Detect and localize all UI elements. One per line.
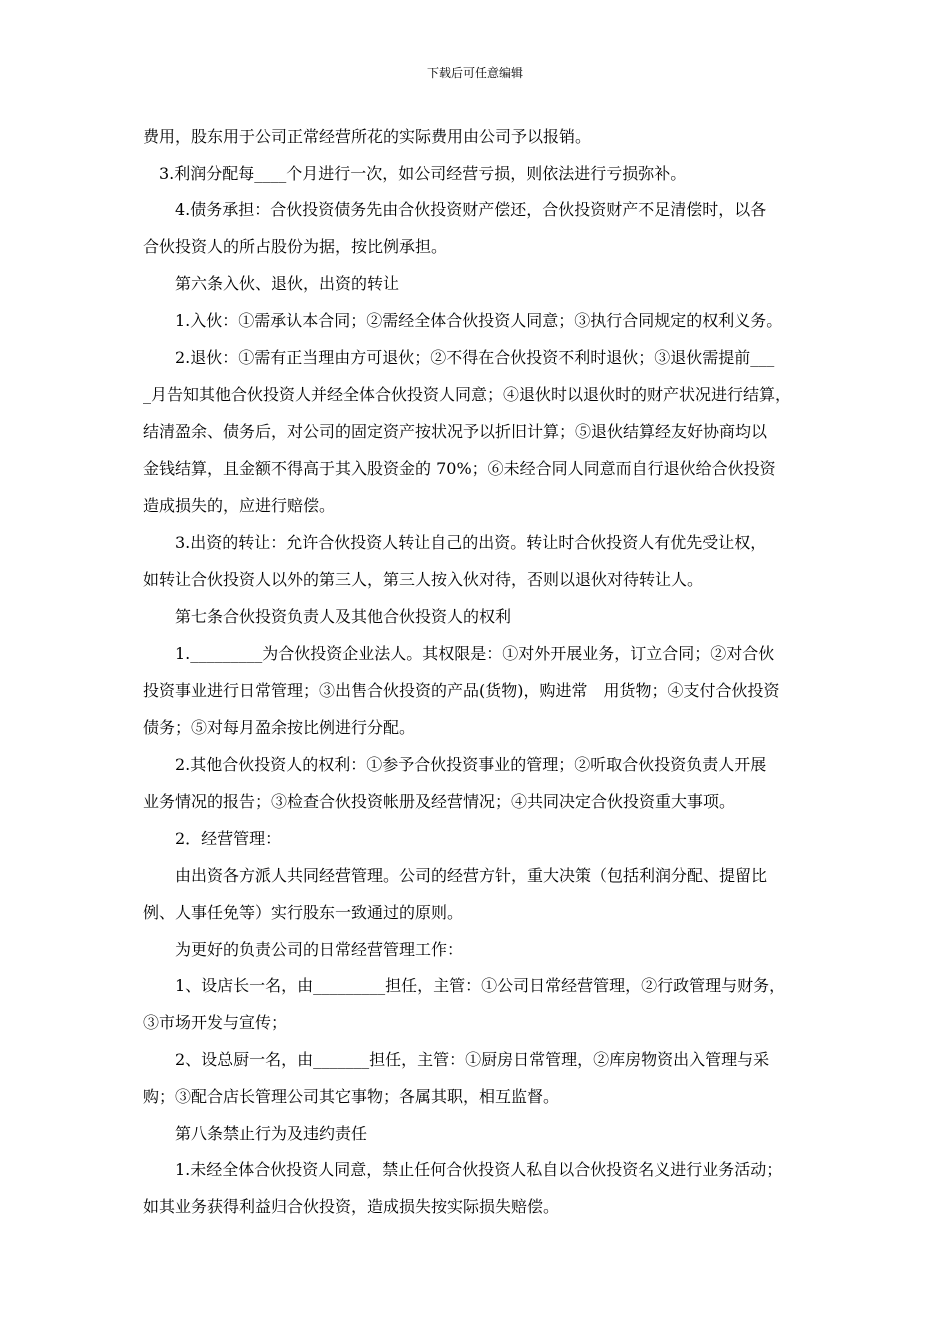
text-line: 3.出资的转让：允许合伙投资人转让自己的出资。转让时合伙投资人有优先受让权， [143, 533, 767, 552]
text-line: 业务情况的报告；③检查合伙投资帐册及经营情况；④共同决定合伙投资重大事项。 [143, 792, 736, 811]
text-line: 投资事业进行日常管理；③出售合伙投资的产品(货物)，购进常 用货物；④支付合伙投资 [143, 681, 780, 700]
text-line: 2.其他合伙投资人的权利：①参予合伙投资事业的管理；②听取合伙投资负责人开展 [143, 755, 767, 774]
page-header: 下载后可任意编辑 [426, 66, 523, 80]
text-line: 1、设店长一名，由_________担任，主管：①公司日常经营管理，②行政管理与财务， [143, 976, 786, 995]
text-line: 金钱结算，且金额不得高于其入股资金的 70%；⑥未经合同人同意而自行退伙给合伙投资 [143, 459, 776, 478]
text-line: 1._________为合伙投资企业法人。其权限是：①对外开展业务，订立合同；②对合伙 [143, 644, 775, 663]
text-line: 造成损失的，应进行赔偿。 [143, 496, 336, 515]
text-line: 2.退伙：①需有正当理由方可退伙；②不得在合伙投资不利时退伙；③退伙需提前___ [143, 348, 775, 367]
text-line: 2、设总厨一名，由_______担任，主管：①厨房日常管理，②库房物资出入管理与采 [143, 1050, 770, 1069]
text-line: 1.未经全体合伙投资人同意，禁止任何合伙投资人私自以合伙投资名义进行业务活动； [143, 1160, 783, 1179]
text-line: 债务；⑤对每月盈余按比例进行分配。 [143, 718, 416, 737]
text-line: 4.债务承担：合伙投资债务先由合伙投资财产偿还，合伙投资财产不足清偿时，以各 [143, 200, 767, 219]
text-line: 费用，股东用于公司正常经营所花的实际费用由公司予以报销。 [143, 127, 592, 146]
section-heading: 第六条入伙、退伙，出资的转让 [143, 274, 400, 293]
text-line: 如转让合伙投资人以外的第三人，第三人按入伙对待，否则以退伙对待转让人。 [143, 570, 704, 589]
text-line: 结清盈余、债务后，对公司的固定资产按状况予以折旧计算；⑤退伙结算经友好协商均以 [143, 422, 768, 441]
text-line: 例、人事任免等）实行股东一致通过的原则。 [143, 903, 464, 922]
text-line: 为更好的负责公司的日常经营管理工作： [143, 940, 464, 959]
text-line: 合伙投资人的所占股份为据，按比例承担。 [143, 237, 448, 256]
text-line: 如其业务获得利益归合伙投资，造成损失按实际损失赔偿。 [143, 1197, 560, 1216]
section-heading: 第七条合伙投资负责人及其他合伙投资人的权利 [143, 607, 512, 626]
text-line: 由出资各方派人共同经营管理。公司的经营方针，重大决策（包括利润分配、提留比 [143, 866, 768, 885]
text-line: 购；③配合店长管理公司其它事物；各属其职，相互监督。 [143, 1087, 560, 1106]
text-line: 2．经营管理： [143, 829, 282, 848]
text-line: 1.入伙：①需承认本合同；②需经全体合伙投资人同意；③执行合同规定的权利义务。 [143, 311, 783, 330]
section-heading: 第八条禁止行为及违约责任 [143, 1124, 368, 1143]
text-line: ③市场开发与宣传； [143, 1013, 288, 1032]
text-line: 3.利润分配每____个月进行一次，如公司经营亏损，则依法进行亏损弥补。 [143, 164, 687, 183]
text-line: _月告知其他合伙投资人并经全体合伙投资人同意；④退伙时以退伙时的财产状况进行结算， [143, 385, 792, 404]
